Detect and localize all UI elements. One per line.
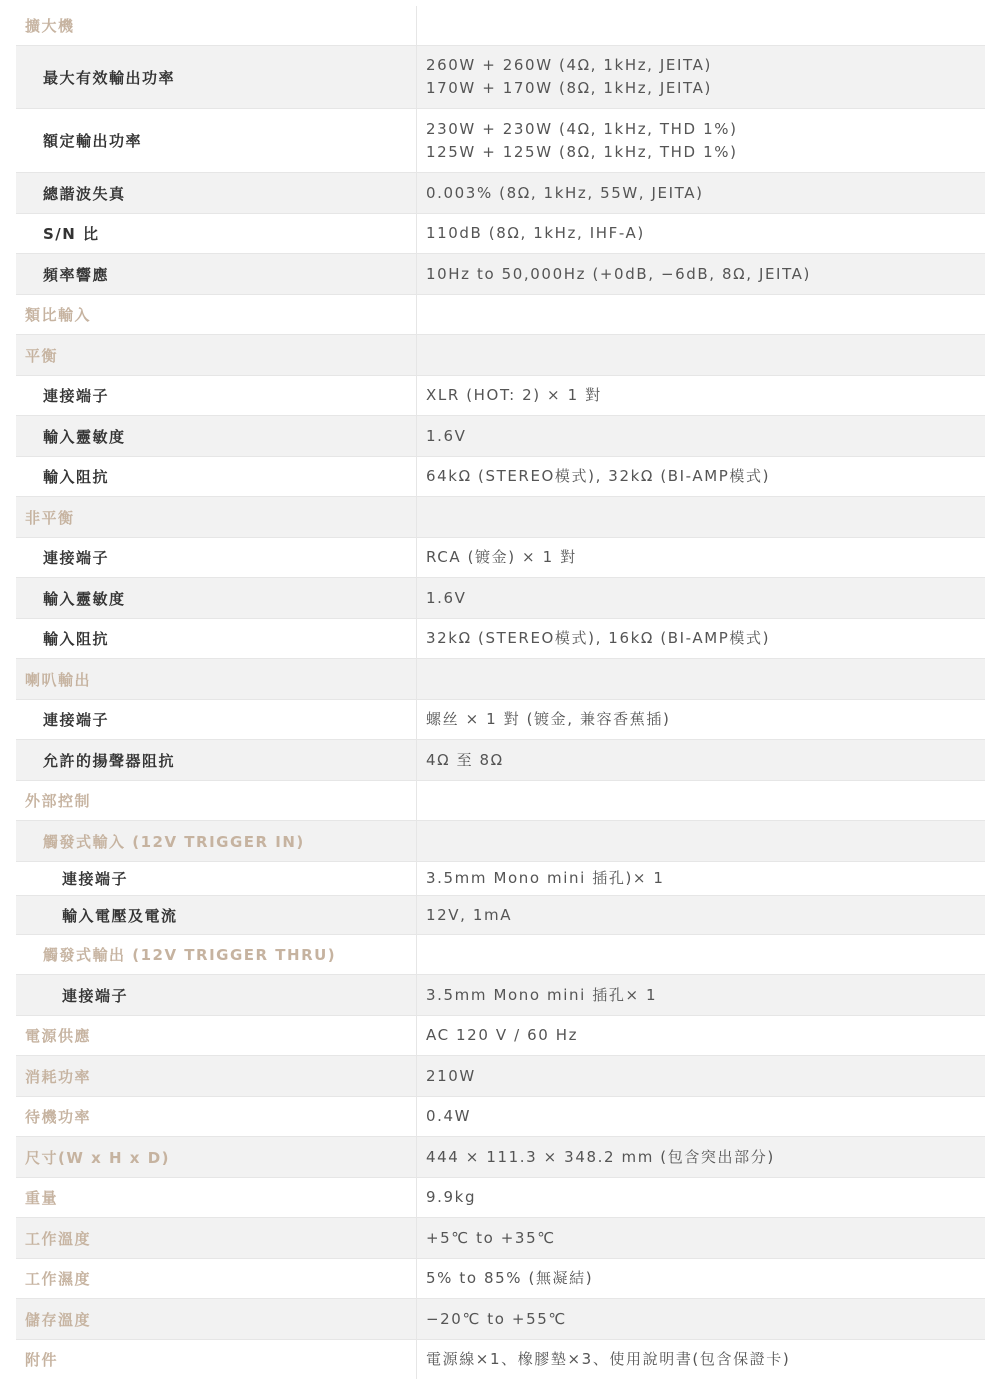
section-heading: 喇叭輸出 <box>16 659 417 699</box>
spec-label: 最大有效輸出功率 <box>16 46 417 108</box>
section-row <box>16 334 985 375</box>
spec-value <box>417 6 985 45</box>
spec-label: 連接端子 <box>16 538 417 577</box>
spec-label: 輸入阻抗 <box>16 457 417 496</box>
section-row <box>16 1096 985 1136</box>
section-heading: 附件 <box>16 1340 417 1379</box>
spec-value-line: 電源線×1、橡膠墊×3、使用說明書(包含保證卡) <box>426 1350 791 1368</box>
section-heading: 尺寸(W x H x D) <box>16 1137 417 1177</box>
spec-value-line: RCA (镀金) × 1 對 <box>426 548 577 566</box>
spec-value <box>417 416 985 456</box>
spec-value <box>417 1259 985 1298</box>
spec-row <box>16 618 985 658</box>
spec-label: 輸入靈敏度 <box>16 416 417 456</box>
spec-value-line: 0.4W <box>426 1107 472 1125</box>
section-heading: 儲存溫度 <box>16 1299 417 1339</box>
spec-table <box>16 6 985 1379</box>
spec-row <box>16 537 985 577</box>
spec-value <box>417 821 985 861</box>
spec-value <box>417 1097 985 1136</box>
section-row <box>16 1298 985 1339</box>
spec-value <box>417 457 985 496</box>
spec-value <box>417 335 985 375</box>
section-heading: 電源供應 <box>16 1016 417 1055</box>
spec-row <box>16 108 985 172</box>
spec-value-line: 170W + 170W (8Ω, 1kHz, JEITA) <box>426 79 712 97</box>
spec-value <box>417 700 985 739</box>
section-row <box>16 934 985 974</box>
spec-value-line: AC 120 V / 60 Hz <box>426 1026 579 1044</box>
spec-label: 連接端子 <box>16 862 417 895</box>
spec-label: S/N 比 <box>16 214 417 253</box>
spec-value <box>417 862 985 895</box>
section-row <box>16 1339 985 1379</box>
spec-value-line: −20℃ to +55℃ <box>426 1309 567 1328</box>
spec-value <box>417 214 985 253</box>
spec-label: 頻率響應 <box>16 254 417 294</box>
section-heading: 工作濕度 <box>16 1259 417 1298</box>
spec-value-line: 125W + 125W (8Ω, 1kHz, THD 1%) <box>426 142 738 161</box>
spec-value-line: 32kΩ (STEREO模式), 16kΩ (BI-AMP模式) <box>426 629 771 647</box>
section-row <box>16 780 985 820</box>
section-row <box>16 1136 985 1177</box>
section-heading: 工作溫度 <box>16 1218 417 1258</box>
spec-label: 輸入電壓及電流 <box>16 896 417 934</box>
section-heading: 平衡 <box>16 335 417 375</box>
section-heading: 非平衡 <box>16 497 417 537</box>
spec-label: 輸入靈敏度 <box>16 578 417 618</box>
section-heading: 待機功率 <box>16 1097 417 1136</box>
spec-value <box>417 538 985 577</box>
spec-row <box>16 974 985 1015</box>
spec-label: 總諧波失真 <box>16 173 417 213</box>
spec-value <box>417 1056 985 1096</box>
section-heading: 外部控制 <box>16 781 417 820</box>
spec-value-line: 4Ω 至 8Ω <box>426 750 504 769</box>
spec-value <box>417 1299 985 1339</box>
spec-value <box>417 1340 985 1379</box>
spec-value <box>417 781 985 820</box>
spec-row <box>16 861 985 895</box>
spec-row <box>16 456 985 496</box>
section-heading: 重量 <box>16 1178 417 1217</box>
spec-value <box>417 1016 985 1055</box>
spec-label: 連接端子 <box>16 700 417 739</box>
spec-value <box>417 254 985 294</box>
spec-value <box>417 659 985 699</box>
spec-label: 連接端子 <box>16 975 417 1015</box>
spec-value <box>417 1137 985 1177</box>
spec-row <box>16 415 985 456</box>
spec-value-line: 210W <box>426 1066 476 1085</box>
spec-value-line: 444 × 111.3 × 348.2 mm (包含突出部分) <box>426 1147 775 1166</box>
spec-value-line: XLR (HOT: 2) × 1 對 <box>426 386 602 404</box>
spec-value-line: 螺丝 × 1 對 (镀金, 兼容香蕉插) <box>426 710 671 728</box>
section-heading: 類比輸入 <box>16 295 417 334</box>
spec-value-line: 110dB (8Ω, 1kHz, IHF-A) <box>426 224 645 242</box>
spec-value-line: 12V, 1mA <box>426 905 513 924</box>
spec-row <box>16 577 985 618</box>
section-row <box>16 1015 985 1055</box>
spec-value <box>417 173 985 213</box>
spec-row <box>16 895 985 934</box>
spec-value-line: 3.5mm Mono mini 插孔)× 1 <box>426 869 665 887</box>
spec-value <box>417 578 985 618</box>
section-row <box>16 1217 985 1258</box>
section-heading: 觸發式輸出 (12V TRIGGER THRU) <box>16 935 417 974</box>
spec-value <box>417 975 985 1015</box>
spec-value-line: 5% to 85% (無凝結) <box>426 1269 594 1287</box>
spec-value <box>417 619 985 658</box>
spec-value-line: 260W + 260W (4Ω, 1kHz, JEITA) <box>426 56 712 74</box>
spec-value-line: 3.5mm Mono mini 插孔× 1 <box>426 985 658 1004</box>
section-row <box>16 294 985 334</box>
spec-value <box>417 109 985 172</box>
spec-value <box>417 46 985 108</box>
section-row <box>16 820 985 861</box>
spec-row <box>16 375 985 415</box>
section-row <box>16 1177 985 1217</box>
spec-value-line: 9.9kg <box>426 1188 477 1206</box>
spec-row <box>16 213 985 253</box>
spec-value-line: 0.003% (8Ω, 1kHz, 55W, JEITA) <box>426 183 704 202</box>
section-row <box>16 1258 985 1298</box>
section-heading: 觸發式輸入 (12V TRIGGER IN) <box>16 821 417 861</box>
spec-value-line: 1.6V <box>426 426 467 445</box>
spec-value-line: +5℃ to +35℃ <box>426 1228 556 1247</box>
spec-value <box>417 740 985 780</box>
spec-value <box>417 1178 985 1217</box>
section-row <box>16 658 985 699</box>
section-row <box>16 496 985 537</box>
section-row <box>16 1055 985 1096</box>
spec-value <box>417 1218 985 1258</box>
spec-row <box>16 45 985 108</box>
spec-row <box>16 253 985 294</box>
spec-label: 連接端子 <box>16 376 417 415</box>
section-heading: 擴大機 <box>16 6 417 45</box>
spec-row <box>16 172 985 213</box>
spec-value-line: 230W + 230W (4Ω, 1kHz, THD 1%) <box>426 119 738 138</box>
spec-value-line: 64kΩ (STEREO模式), 32kΩ (BI-AMP模式) <box>426 467 771 485</box>
spec-value <box>417 295 985 334</box>
spec-row <box>16 699 985 739</box>
spec-value <box>417 497 985 537</box>
spec-label: 輸入阻抗 <box>16 619 417 658</box>
spec-value <box>417 376 985 415</box>
section-row <box>16 6 985 45</box>
spec-value <box>417 935 985 974</box>
spec-label: 額定輸出功率 <box>16 109 417 172</box>
spec-value-line: 10Hz to 50,000Hz (+0dB, −6dB, 8Ω, JEITA) <box>426 264 811 283</box>
section-heading: 消耗功率 <box>16 1056 417 1096</box>
spec-value-line: 1.6V <box>426 588 467 607</box>
spec-row <box>16 739 985 780</box>
spec-label: 允許的揚聲器阻抗 <box>16 740 417 780</box>
spec-value <box>417 896 985 934</box>
